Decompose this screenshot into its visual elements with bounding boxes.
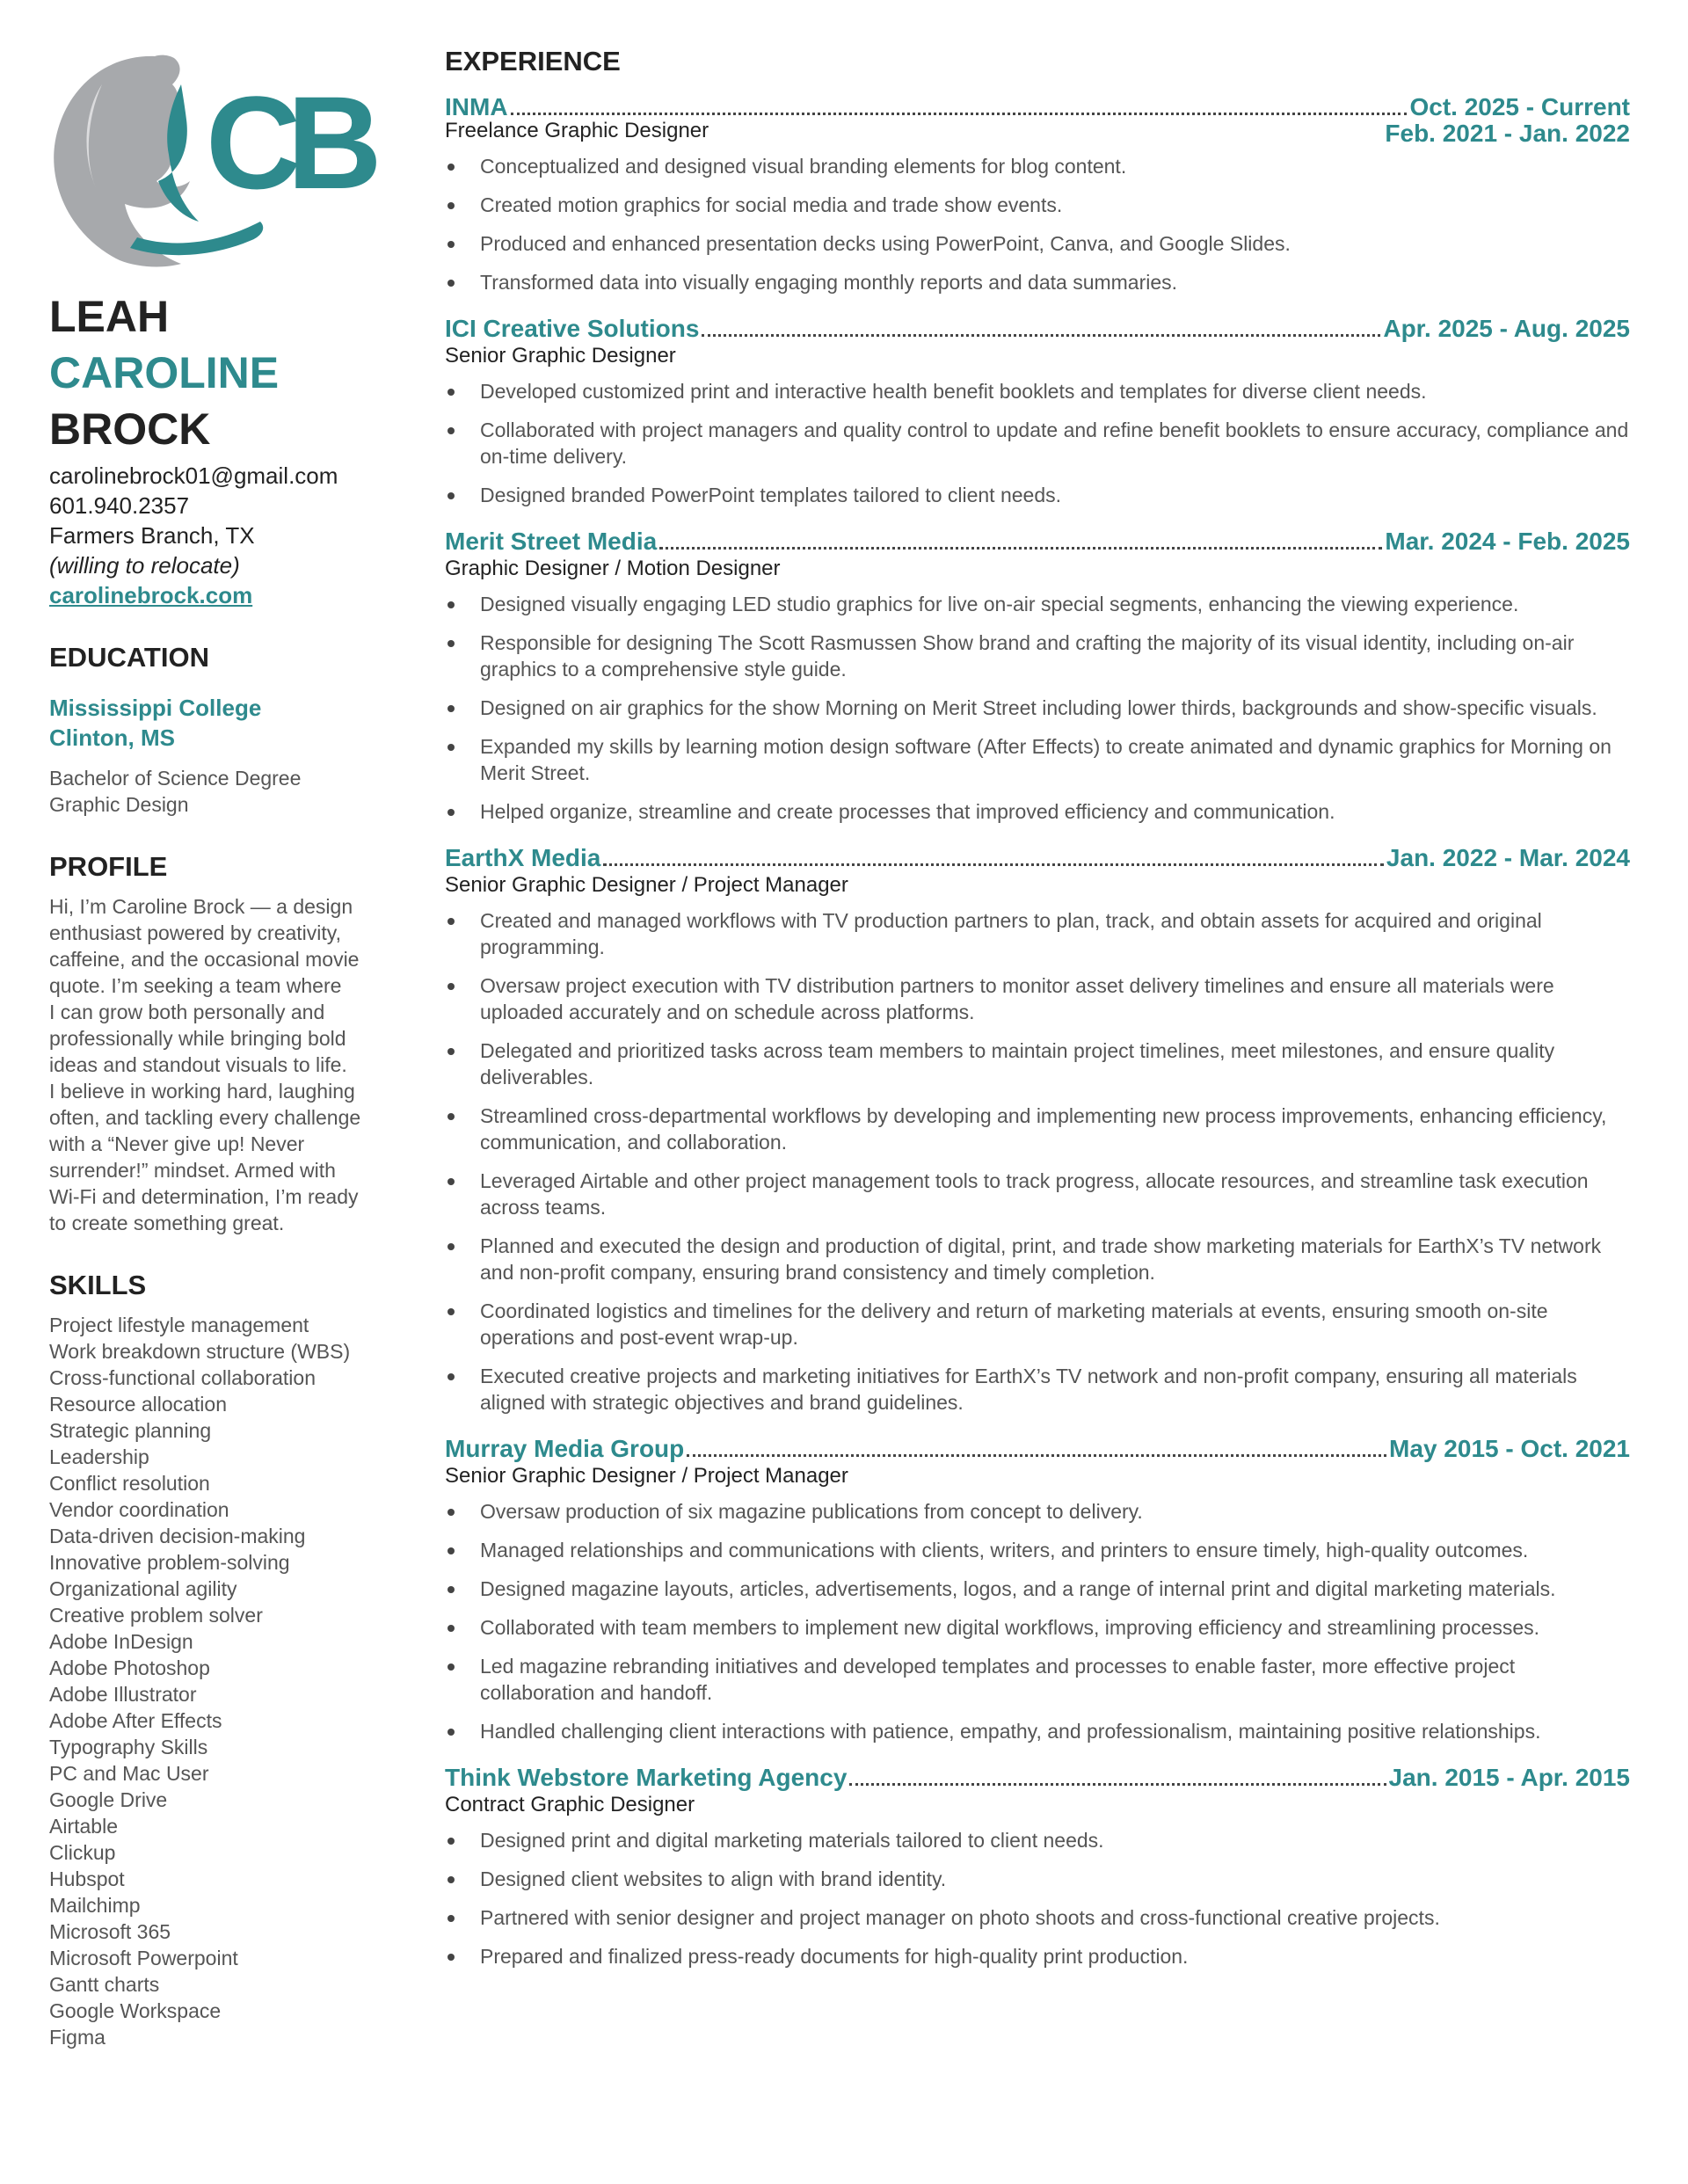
job-bullets xyxy=(445,907,1630,1416)
skill-item: Adobe After Effects xyxy=(49,1709,222,1732)
bullet-item: Managed relationships and communications with clients, writers, and printers to ensure timely, high-quality outcomes. xyxy=(445,1537,1630,1563)
bullet-item: Designed print and digital marketing materials tailored to client needs. xyxy=(445,1827,1630,1853)
skill-item: Resource allocation xyxy=(49,1393,228,1416)
education-school xyxy=(49,693,401,753)
job-bullets xyxy=(445,378,1630,508)
bullet-item: Handled challenging client interactions with patience, empathy, and professionalism, maintaining positive relationships. xyxy=(445,1718,1630,1744)
school-location: Clinton, MS xyxy=(49,724,175,751)
job-entry xyxy=(445,528,1630,825)
skill-item: Data-driven decision-making xyxy=(49,1525,306,1547)
job-entry xyxy=(445,1435,1630,1744)
job-dates-secondary: Feb. 2021 - Jan. 2022 xyxy=(1385,120,1630,147)
job-dates: Apr. 2025 - Aug. 2025 xyxy=(1383,315,1630,342)
job-title: Contract Graphic Designer xyxy=(445,1793,695,1816)
job-dates: May 2015 - Oct. 2021 xyxy=(1389,1435,1630,1462)
skill-item: Creative problem solver xyxy=(49,1604,263,1627)
dotted-leader xyxy=(511,113,1408,115)
job-entry xyxy=(445,93,1630,295)
skill-item: Vendor coordination xyxy=(49,1498,229,1521)
bullet-item: Executed creative projects and marketing initiatives for EarthX’s TV network and non-profit company, ensuring all materials aligned with strategic objectives and brand guidelines. xyxy=(445,1363,1630,1416)
bullet-item: Collaborated with team members to implement new digital workflows, improving efficiency and streamlining processes. xyxy=(445,1614,1630,1641)
degree-field: Graphic Design xyxy=(49,793,189,816)
middle-name: CAROLINE xyxy=(49,348,280,397)
skill-item: Project lifestyle management xyxy=(49,1314,309,1336)
dotted-leader xyxy=(659,547,1382,550)
dotted-leader xyxy=(687,1454,1386,1457)
skill-item: Microsoft Powerpoint xyxy=(49,1947,238,1969)
bullet-item: Responsible for designing The Scott Rasmussen Show brand and crafting the majority of its visual identity, including on-air graphics to a comprehensive style guide. xyxy=(445,630,1630,682)
job-entry xyxy=(445,1764,1630,1969)
full-name xyxy=(49,288,401,457)
skill-item: Adobe Illustrator xyxy=(49,1683,197,1706)
education-degree xyxy=(49,765,401,818)
skill-item: Organizational agility xyxy=(49,1577,237,1600)
bullet-item: Led magazine rebranding initiatives and developed templates and processes to enable faster, more effective project collaboration and handoff. xyxy=(445,1653,1630,1706)
experience-heading: EXPERIENCE xyxy=(445,46,621,76)
skill-item: Clickup xyxy=(49,1841,116,1864)
company-name: INMA xyxy=(445,93,508,120)
dotted-leader xyxy=(849,1783,1386,1786)
contact-block xyxy=(49,461,401,610)
job-dates: Jan. 2022 - Mar. 2024 xyxy=(1386,844,1630,871)
dotted-leader xyxy=(603,863,1384,866)
experience-section xyxy=(445,46,1630,1989)
company-name: Merit Street Media xyxy=(445,528,658,555)
job-title: Senior Graphic Designer xyxy=(445,344,676,368)
job-bullets xyxy=(445,591,1630,825)
skill-item: Strategic planning xyxy=(49,1419,212,1442)
job-entry xyxy=(445,844,1630,1416)
bullet-item: Delegated and prioritized tasks across team members to maintain project timelines, meet milestones, and ensure quality deliverables. xyxy=(445,1037,1630,1090)
email-link[interactable]: carolinebrock01@gmail.com xyxy=(49,462,338,489)
job-dates: Jan. 2015 - Apr. 2015 xyxy=(1388,1764,1630,1791)
skill-item: Google Workspace xyxy=(49,1999,222,2022)
bullet-item: Created and managed workflows with TV production partners to plan, track, and obtain assets for acquired and original programming. xyxy=(445,907,1630,960)
bullet-item: Partnered with senior designer and project manager on photo shoots and cross-functional creative projects. xyxy=(445,1904,1630,1931)
job-title: Senior Graphic Designer / Project Manager xyxy=(445,1464,848,1488)
skill-item: Cross-functional collaboration xyxy=(49,1366,316,1389)
bullet-item: Designed magazine layouts, articles, advertisements, logos, and a range of internal print and digital marketing materials. xyxy=(445,1576,1630,1602)
bullet-item: Helped organize, streamline and create processes that improved efficiency and communication. xyxy=(445,798,1630,825)
bullet-item: Streamlined cross-departmental workflows by developing and implementing new process improvements, enhancing efficiency, communication, and collaboration. xyxy=(445,1103,1630,1155)
bullet-item: Produced and enhanced presentation decks using PowerPoint, Canva, and Google Slides. xyxy=(445,230,1630,257)
job-bullets xyxy=(445,1827,1630,1969)
bullet-item: Conceptualized and designed visual branding elements for blog content. xyxy=(445,153,1630,179)
website-link[interactable]: carolinebrock.com xyxy=(49,582,253,608)
job-dates: Oct. 2025 - Current xyxy=(1409,93,1630,120)
company-name: ICI Creative Solutions xyxy=(445,315,700,342)
skill-item: Conflict resolution xyxy=(49,1472,210,1495)
job-bullets xyxy=(445,1498,1630,1744)
skills-heading: SKILLS xyxy=(49,1270,147,1300)
company-name: Think Webstore Marketing Agency xyxy=(445,1764,848,1791)
bullet-item: Collaborated with project managers and quality control to update and refine benefit booklets to ensure accuracy, compliance and on-time delivery. xyxy=(445,417,1630,470)
sidebar xyxy=(49,49,401,2050)
skill-item: PC and Mac User xyxy=(49,1762,209,1785)
bullet-item: Coordinated logistics and timelines for the delivery and return of marketing materials at events, ensuring smooth on-site operations and post-event wrap-up. xyxy=(445,1298,1630,1350)
bullet-item: Prepared and finalized press-ready documents for high-quality print production. xyxy=(445,1943,1630,1969)
job-header xyxy=(445,1764,1630,1792)
skills-list xyxy=(49,1312,401,2050)
bullet-item: Leveraged Airtable and other project management tools to track progress, allocate resources, and streamline task execution across teams. xyxy=(445,1168,1630,1220)
monogram-logo xyxy=(49,49,368,269)
skill-item: Figma xyxy=(49,2026,106,2049)
location: Farmers Branch, TX xyxy=(49,522,255,549)
school-name: Mississippi College xyxy=(49,695,262,721)
profile-heading: PROFILE xyxy=(49,851,168,882)
skill-item: Leadership xyxy=(49,1445,149,1468)
skill-item: Adobe Photoshop xyxy=(49,1656,210,1679)
first-name: LEAH xyxy=(49,292,170,341)
bullet-item: Oversaw project execution with TV distribution partners to monitor asset delivery timelines and ensure all materials were uploaded accurately and on schedule across platforms. xyxy=(445,972,1630,1025)
bullet-item: Designed branded PowerPoint templates tailored to client needs. xyxy=(445,482,1630,508)
company-name: EarthX Media xyxy=(445,844,601,871)
job-title: Graphic Designer / Motion Designer xyxy=(445,557,781,580)
job-title: Freelance Graphic Designer xyxy=(445,119,709,142)
bullet-item: Created motion graphics for social media and trade show events. xyxy=(445,192,1630,218)
degree: Bachelor of Science Degree xyxy=(49,767,302,790)
job-header xyxy=(445,844,1630,872)
bullet-item: Designed visually engaging LED studio graphics for live on-air special segments, enhancing the viewing experience. xyxy=(445,591,1630,617)
skill-item: Adobe InDesign xyxy=(49,1630,193,1653)
job-header xyxy=(445,1435,1630,1463)
bullet-item: Designed on air graphics for the show Morning on Merit Street including lower thirds, backgrounds and show-specific visuals. xyxy=(445,695,1630,721)
bullet-item: Developed customized print and interactive health benefit booklets and templates for diverse client needs. xyxy=(445,378,1630,404)
skill-item: Airtable xyxy=(49,1815,118,1838)
bullet-item: Designed client websites to align with brand identity. xyxy=(445,1866,1630,1892)
bullet-item: Oversaw production of six magazine publications from concept to delivery. xyxy=(445,1498,1630,1525)
job-dates: Mar. 2024 - Feb. 2025 xyxy=(1385,528,1630,555)
skill-item: Mailchimp xyxy=(49,1894,141,1917)
bullet-item: Expanded my skills by learning motion design software (After Effects) to create animated and dynamic graphics for Morning on Merit Street. xyxy=(445,733,1630,786)
phone-number: 601.940.2357 xyxy=(49,492,190,519)
bullet-item: Transformed data into visually engaging monthly reports and data summaries. xyxy=(445,269,1630,295)
bullet-item: Planned and executed the design and production of digital, print, and trade show marketing materials for EarthX’s TV network and non-profit company, ensuring brand consistency and timely completion. xyxy=(445,1233,1630,1285)
last-name: BROCK xyxy=(49,404,211,454)
skill-item: Hubspot xyxy=(49,1867,125,1890)
skill-item: Microsoft 365 xyxy=(49,1920,171,1943)
job-header xyxy=(445,315,1630,343)
skill-item: Google Drive xyxy=(49,1788,168,1811)
skill-item: Gantt charts xyxy=(49,1973,160,1996)
skill-item: Innovative problem-solving xyxy=(49,1551,290,1574)
job-list xyxy=(445,93,1630,1969)
dotted-leader xyxy=(702,334,1380,337)
job-title: Senior Graphic Designer / Project Manager xyxy=(445,873,848,897)
job-entry xyxy=(445,315,1630,508)
company-name: Murray Media Group xyxy=(445,1435,685,1462)
profile-text: Hi, I’m Caroline Brock — a design enthusiast powered by creativity, caffeine, and the occasional movie quote. I’m seeking a team where I can grow both personally and professionally while bringing bold ideas and standout visuals to life. I believe in working hard, laughing often, and tackling every challenge with a “Never give up! Never surrender!” mindset. Armed with Wi-Fi and determination, I’m ready to create something great. xyxy=(49,895,361,1234)
relocate-note: (willing to relocate) xyxy=(49,552,240,579)
education-heading: EDUCATION xyxy=(49,642,209,673)
svg-text:CB: CB xyxy=(206,69,368,216)
skill-item: Typography Skills xyxy=(49,1736,208,1758)
job-header xyxy=(445,528,1630,556)
job-bullets xyxy=(445,153,1630,295)
skill-item: Work breakdown structure (WBS) xyxy=(49,1340,351,1363)
